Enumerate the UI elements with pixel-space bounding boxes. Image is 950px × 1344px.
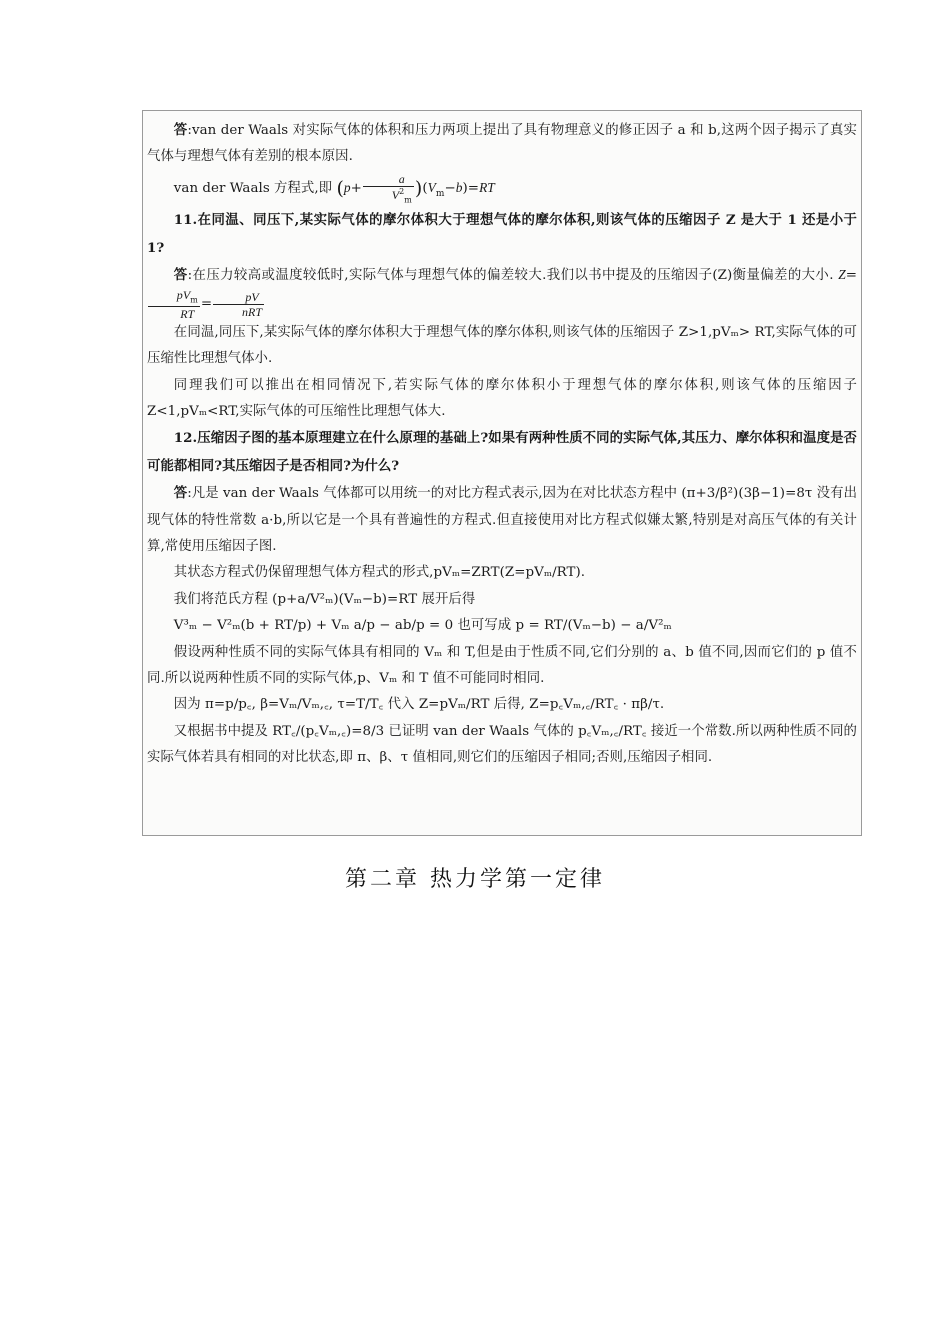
vdw-equation-line: van der Waals 方程式,即 (p+ $\frac{a}{V^2_m}$ )$(V_m-b)=RT$: [173, 171, 495, 205]
paragraph-z-greater: 在同温,同压下,某实际气体的摩尔体积大于理想气体的摩尔体积,则该气体的压缩因子 Z>1,pVₘ> RT,实际气体的可压缩性比理想气体小.: [147, 324, 857, 367]
paragraph-z-less: 同理我们可以推出在相同情况下,若实际气体的摩尔体积小于理想气体的摩尔体积,则该气体的压缩因子 Z<1,pVₘ<RT,实际气体的可压缩性比理想气体大.: [147, 377, 857, 419]
question-11: 11.在同温、同压下,某实际气体的摩尔体积大于理想气体的摩尔体积,则该气体的压缩因子 Z 是大于 1 还是小于 1?: [147, 212, 857, 256]
paragraph-state-equation: 其状态方程式仍保留理想气体方程式的形式,pVₘ=ZRT(Z=pVₘ/RT).: [173, 565, 586, 581]
answer-label: 答: [173, 122, 188, 138]
paragraph-expand: 我们将范氏方程 (p+a/V²ₘ)(Vₘ−b)=RT 展开后得: [173, 591, 476, 607]
answer-11: 答:在压力较高或温度较低时,实际气体与理想气体的偏差较大.我们以书中提及的压缩因子(Z)衡量偏差的大小. Z= $\frac{pV_m}{RT}$ = $\frac{pV}{\text{nRT}}$: [147, 262, 857, 320]
chapter-title: 第二章 热力学第一定律: [345, 867, 605, 892]
question-12: 12.压缩因子图的基本原理建立在什么原理的基础上?如果有两种性质不同的实际气体,其压力、摩尔体积和温度是否可能都相同?其压缩因子是否相同?为什么?: [147, 430, 857, 474]
expanded-equation: V³ₘ − V²ₘ(b + RT/p) + Vₘ a/p − ab/p = 0 也可写成 p = RT/(Vₘ−b) − a/V²ₘ: [173, 618, 672, 634]
paragraph-assume: 假设两种性质不同的实际气体具有相同的 Vₘ 和 T,但是由于性质不同,它们分别的 a、b 值不同,因而它们的 p 值不同.所以说两种性质不同的实际气体,p、Vₘ 和 T 值不可能同时相同.: [147, 644, 857, 686]
scanned-page: [142, 110, 862, 836]
paragraph-because: 因为 π=p/p꜀, β=Vₘ/Vₘ,꜀, τ=T/T꜀ 代入 Z=pVₘ/RT 后得, Z=p꜀Vₘ,꜀/RT꜀ · πβ/τ.: [173, 697, 665, 713]
paragraph-final: 又根据书中提及 RT꜀/(p꜀Vₘ,꜀)=8/3 已证明 van der Waals 气体的 p꜀Vₘ,꜀/RT꜀ 接近一个常数.所以两种性质不同的实际气体若具有相同的对比状态,即 π、β、τ 值相同,则它们的压缩因子相同;否则,压缩因子相同.: [147, 723, 857, 766]
answer-12: 答:凡是 van der Waals 气体都可以用统一的对比方程式表示,因为在对比状态方程中 (π+3/β²)(3β−1)=8τ 没有出现气体的特性常数 a·b,所以它是一个具有普遍性的方程式.但直接使用对比方程式似嫌太繁,特别是对高压气体的有关计算,常使用压缩因子图.: [147, 485, 858, 554]
answer-vdw-intro: 答:van der Waals 对实际气体的体积和压力两项上提出了具有物理意义的修正因子 a 和 b,这两个因子揭示了真实气体与理想气体有差别的根本原因.: [147, 122, 857, 165]
